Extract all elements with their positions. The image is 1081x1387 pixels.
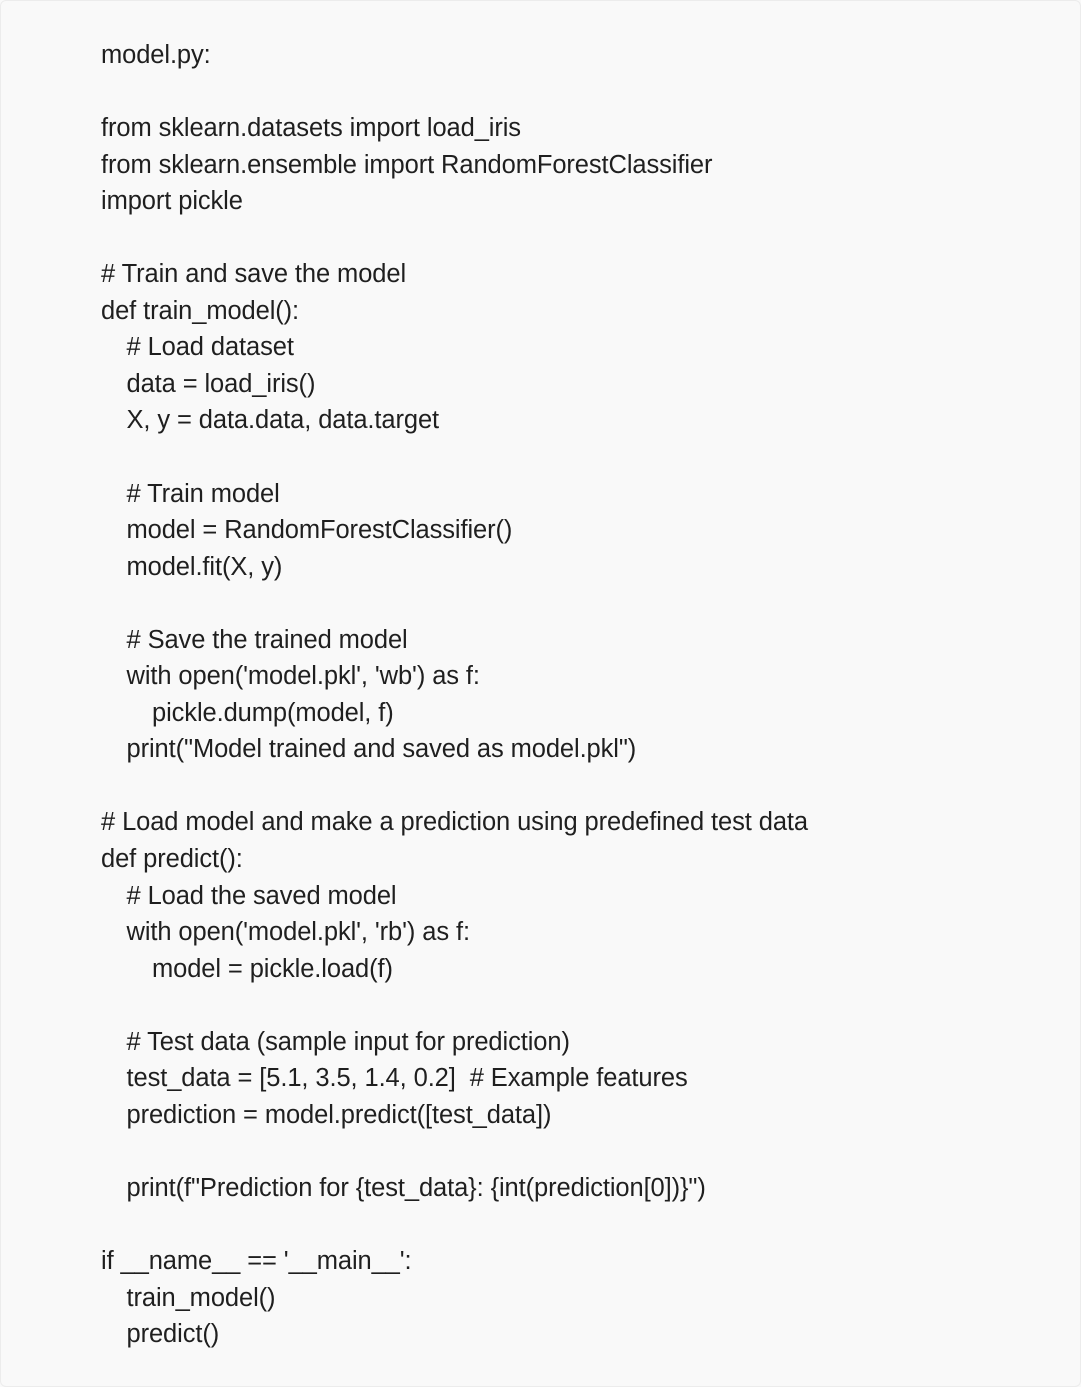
- code-line: from sklearn.datasets import load_iris: [101, 114, 521, 143]
- code-line: from sklearn.ensemble import RandomForestClassifier: [101, 150, 713, 179]
- code-line: if __name__ == '__main__':: [101, 1247, 412, 1276]
- blank-line: [101, 1207, 1061, 1244]
- code-line: # Save the trained model: [126, 625, 408, 654]
- blank-line: [101, 74, 1061, 111]
- code-line: test_data = [5.1, 3.5, 1.4, 0.2] # Example features: [126, 1064, 688, 1093]
- code-line: print("Model trained and saved as model.pkl"): [126, 735, 637, 764]
- code-line: # Load dataset: [126, 333, 294, 362]
- code-line: with open('model.pkl', 'wb') as f:: [126, 662, 480, 691]
- code-line: X, y = data.data, data.target: [126, 406, 440, 435]
- code-line: # Load model and make a prediction using predefined test data: [101, 808, 808, 837]
- code-line: prediction = model.predict([test_data]): [126, 1100, 552, 1129]
- blank-line: [101, 220, 1061, 257]
- code-line: print(f"Prediction for {test_data}: {int(prediction[0])}"): [126, 1173, 706, 1202]
- code-line: with open('model.pkl', 'rb') as f:: [126, 918, 470, 947]
- code-line: def train_model():: [101, 296, 300, 325]
- code-line: # Train model: [126, 479, 280, 508]
- code-line: # Train and save the model: [101, 260, 407, 289]
- blank-line: [101, 585, 1061, 622]
- blank-line: [101, 439, 1061, 476]
- code-line: pickle.dump(model, f): [152, 698, 394, 727]
- code-line: data = load_iris(): [126, 369, 316, 398]
- code-line: def predict():: [101, 845, 243, 874]
- blank-line: [101, 987, 1061, 1024]
- code-line: model = RandomForestClassifier(): [126, 516, 513, 545]
- code-line: model.fit(X, y): [126, 552, 283, 581]
- code-line: train_model(): [126, 1283, 276, 1312]
- code-listing: [101, 37, 1061, 1353]
- code-line: model = pickle.load(f): [152, 954, 393, 983]
- code-line: # Load the saved model: [126, 881, 397, 910]
- code-line: # Test data (sample input for prediction): [126, 1027, 570, 1056]
- blank-line: [101, 1133, 1061, 1170]
- code-line: predict(): [126, 1320, 220, 1349]
- blank-line: [101, 768, 1061, 805]
- code-line: import pickle: [101, 187, 243, 216]
- code-line: model.py:: [101, 41, 211, 69]
